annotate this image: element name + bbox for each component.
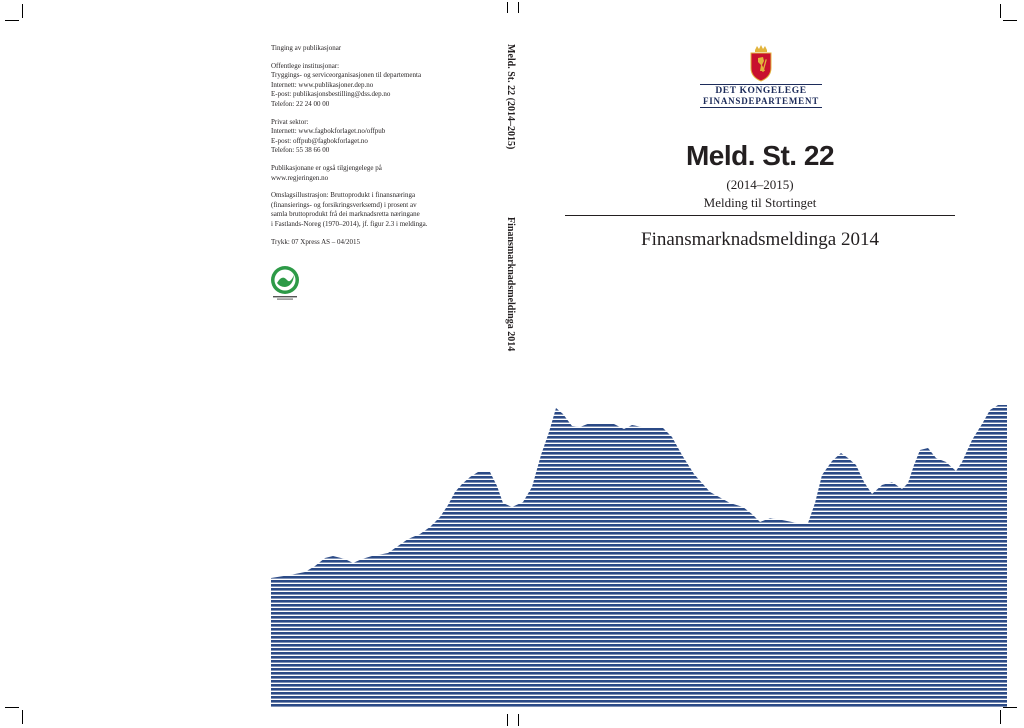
private-sector-info: Privat sektor: Internett: www.fagbokforlaget.no/offpub E-post: offpub@fagbokforlaget.no Telefon: 55 38 66 00 xyxy=(271,117,386,155)
logo-line-1: DET KONGELEGE xyxy=(700,84,822,96)
session-years: (2014–2015) xyxy=(726,177,794,192)
report-subtitle: Melding til Stortinget xyxy=(703,195,817,210)
spine-title: Finansmarknadsmeldinga 2014 xyxy=(505,217,516,352)
availability-info: Publikasjonane er også tilgjengelege på www.regjeringen.no xyxy=(271,163,382,182)
public-institutions-info: Offentlege institusjonar: Tryggings- og serviceorganisasjonen til departementa Internett: www.publikasjoner.dep.no E-post: publikasjonsbestilling@dss.dep.no Telefon: 22 24 00 00 xyxy=(271,61,422,108)
report-number: Meld. St. 22 xyxy=(685,140,835,171)
logo-line-2: FINANSDEPARTEMENT xyxy=(700,96,822,108)
cover-illustration-note: Omslagsillustrasjon: Bruttoprodukt i finansnæringa (finansierings- og forsikringsverksemd) i prosent av samla bruttoprodukt frå dei marknadsretta næringane i Fastlands-Noreg (1970–2014), jf. figur 2.3 i meldinga. xyxy=(271,191,428,228)
print-info: Trykk: 07 Xpress AS – 04/2015 xyxy=(271,237,361,246)
document-title: Finansmarknadsmeldinga 2014 xyxy=(641,229,879,250)
ordering-heading: Tinging av publikasjonar xyxy=(271,44,342,52)
cover-illustration-shape xyxy=(271,405,1007,708)
spine-report-number: Meld. St. 22 (2014–2015) xyxy=(505,44,516,150)
